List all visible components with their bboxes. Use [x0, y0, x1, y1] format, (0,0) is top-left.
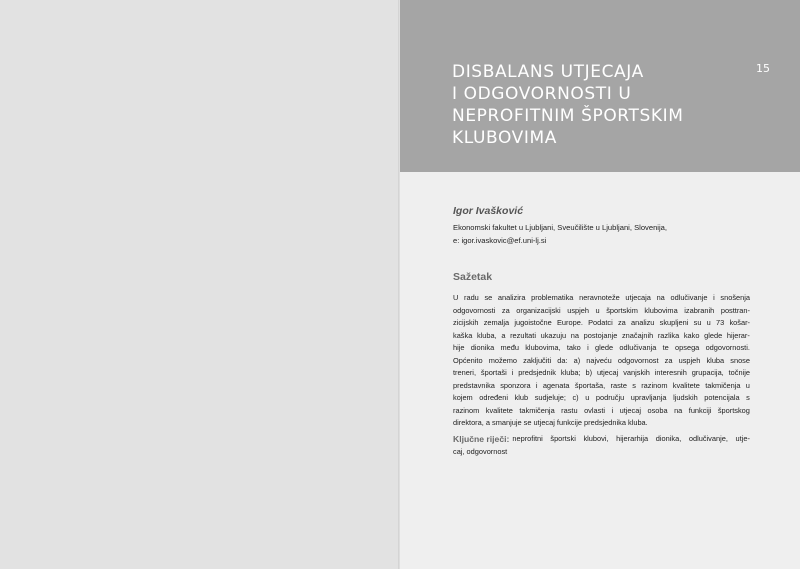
affiliation-email: e: igor.ivaskovic@ef.uni-lj.si: [453, 235, 547, 245]
abstract-line: hije dionika među klubovima, tako i glede odlučivanja te opsega odgovornosti.: [453, 343, 750, 353]
keywords-label: Ključne riječi:: [453, 434, 510, 444]
author-name: Igor Ivašković: [453, 205, 524, 217]
abstract-body: [453, 292, 750, 430]
abstract-heading: Sažetak: [453, 271, 493, 283]
abstract-line: predstavnika sponzora i agenata športaša, raste s razinom kvalitete takmičenja u: [453, 380, 750, 390]
abstract-line: odgovornosti za organizacijski uspjeh u športskim klubovima izabranih posttran-: [453, 305, 750, 315]
abstract-line: kojem određeni klub sudjeluje; c) u području upravljanja ljudskih potencijala s: [453, 393, 750, 403]
abstract-line: Općenito možemo zaključiti da: a) najveću odgovornost za uspjeh kluba snose: [453, 355, 750, 365]
keywords-text-continued: caj, odgovornost: [453, 446, 508, 456]
abstract-line: U radu se analizira problematika neravnoteže utjecaja na odlučivanje i snošenja: [453, 293, 750, 302]
affiliation-line: Ekonomski fakultet u Ljubljani, Sveučilište u Ljubljani, Slovenija,: [453, 223, 668, 232]
abstract-line: razinom kvalitete takmičenja rastu ovlasti i utjecaj osoba na funkciji športskog: [453, 405, 750, 415]
chapter-header-band: [400, 0, 800, 172]
keywords: [453, 433, 750, 458]
chapter-title: DISBALANS UTJECAJA I ODGOVORNOSTI U NEPROFITNIM ŠPORTSKIM KLUBOVIMA: [452, 62, 684, 148]
abstract-line: treneri, športaši i predsjednik kluba; b) utjecaj vanjskih interesnih grupacija, točnije: [453, 368, 750, 378]
keywords-text: neprofitni športski klubovi, hijerarhija dionika, odlučivanje, utje-: [512, 434, 750, 443]
page-number: 15: [756, 62, 770, 75]
abstract-line: zicijskih zemalja jugoistočne Europe. Podatci za analizu skupljeni su u 73 košar-: [453, 318, 750, 328]
author-affiliation: [453, 222, 753, 247]
right-page: [400, 0, 800, 569]
abstract-line: direktora, a smanjuje se utjecaj funkcije predsjednika kluba.: [453, 418, 648, 428]
abstract-line: kaška kluba, a rezultati ukazuju na postojanje značajnih razlika kako glede hijerar-: [453, 330, 750, 340]
